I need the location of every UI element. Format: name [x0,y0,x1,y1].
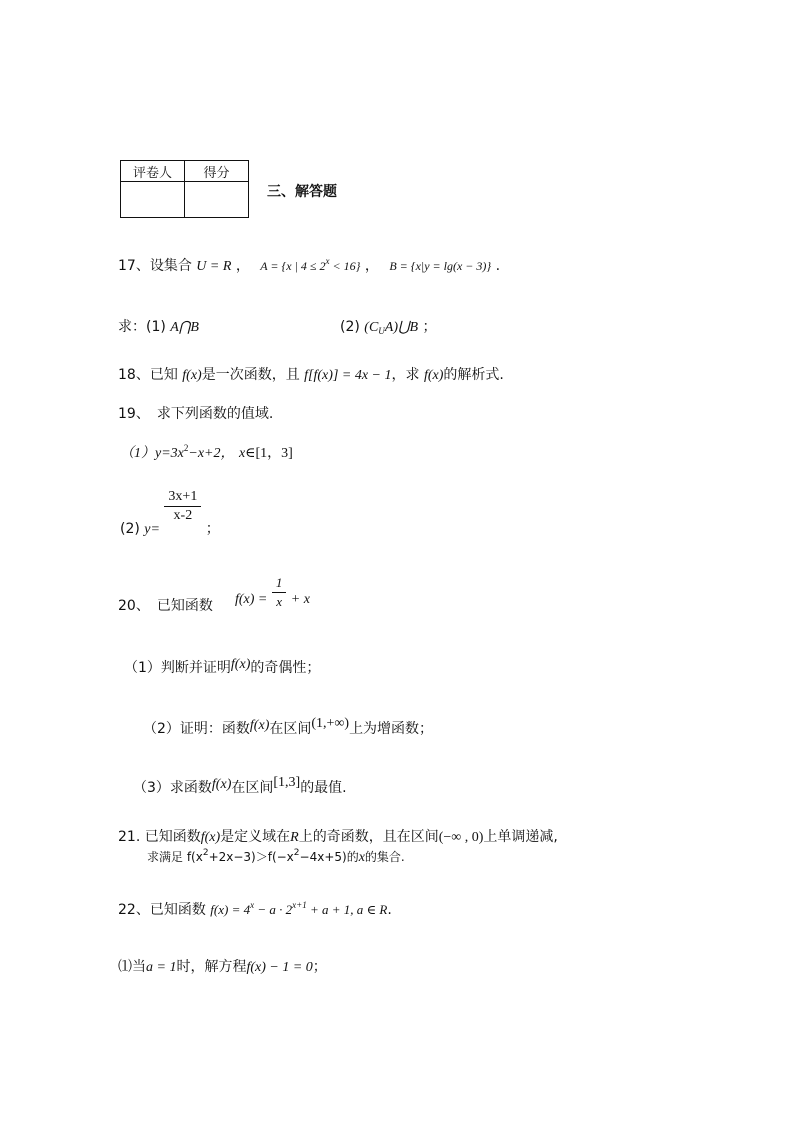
q17-sep2: ， [364,258,379,274]
q17-ask [118,316,199,336]
score-table [120,160,249,218]
grader-cell [121,182,185,218]
question-19-title: 19、 求下列函数的值域. [118,406,274,422]
q20-function: f(x) = $\frac{1}{x}$ + x [235,575,310,609]
question-18: 18、已知 f(x)是一次函数，且 f[f(x)] = 4x − 1，求 f(x)的解析式. [118,367,504,383]
grader-header: 评卷人 [121,161,185,182]
q17-set-a: A = {x | $4 \le 2^x < 16$} [260,256,361,273]
score-header: 得分 [185,161,249,182]
q19-part1: $(1)y=3x^2-x+2$， x∈[1，3] [120,443,293,461]
q17-end: . [495,258,501,274]
section-title: 三、解答题 [267,184,337,200]
question-22: 22、已知函数 $f(x) = 4^x - a \cdot 2^{x+1} + a + 1$, a ∈ R. [118,900,392,918]
q17-part2: (2) $(C_UA)⋃B$ ； [340,319,437,336]
q17-part1: A⋂B [170,320,199,335]
q17-number: 17、设集合 [118,258,192,274]
q20-part3: （3）求函数f(x)在区间[1,3]的最值. [133,775,347,796]
q17-universal-set: U = R [196,259,232,274]
q17-sep: ， [235,258,250,274]
score-cell [185,182,249,218]
q21-line2: 求满足 $f(x^2+2x-3)>f(-x^2-4x+5)$的x的集合. [147,848,405,865]
question-20-title: 20、 已知函数 [118,598,213,614]
q17-ask-label: 求：(1) [118,319,166,335]
q20-part1: （1）判断并证明f(x)的奇偶性； [124,657,321,676]
question-17 [118,255,500,275]
q19-part2: (2) y= $\frac{3x+1}{x-2}$ ； [120,489,220,537]
question-21: 21. 已知函数f(x)是定义域在R上的奇函数，且在区间(−∞ , 0)上单调递减, [118,829,558,845]
q19-fraction: $\frac{3x+1}{x-2}$ [164,489,201,524]
q22-part1: ⑴当a = 1时，解方程f(x) − 1 = 0； [118,959,327,975]
q17-set-b: B = {x|y = lg(x − 3)} [389,259,492,273]
q20-part2: （2）证明：函数f(x)在区间(1,+∞)上为增函数； [143,716,434,737]
